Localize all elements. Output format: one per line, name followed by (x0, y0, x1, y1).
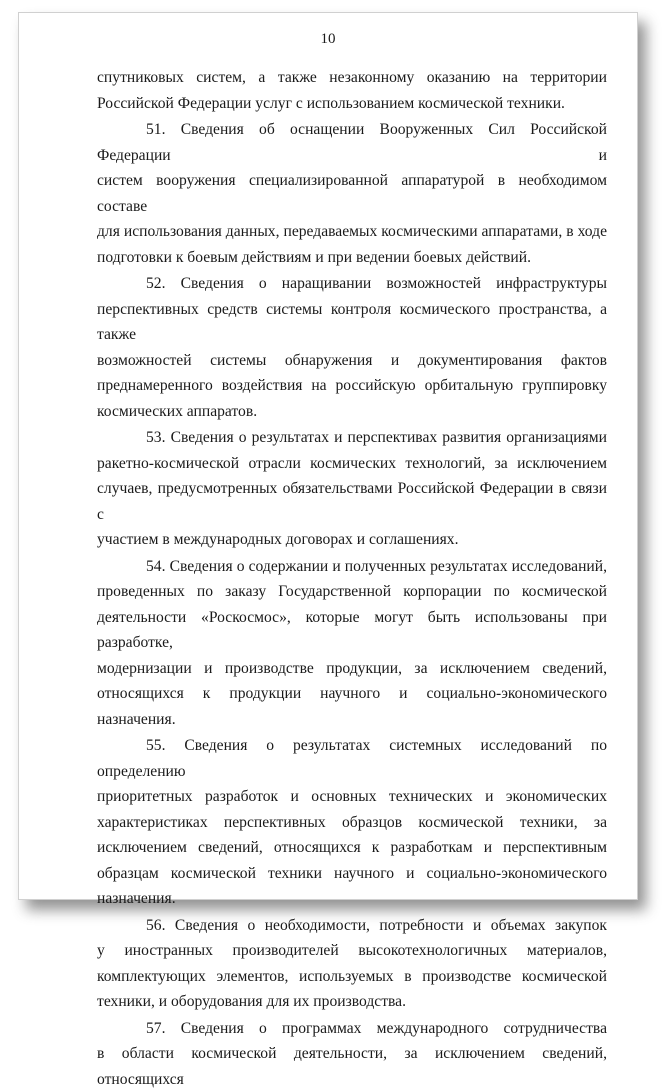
item-54-line: проведенных по заказу Государственной корпорации по космической (97, 583, 607, 600)
item-57-line: в области космической деятельности, за исключением сведений, относящихся (97, 1045, 607, 1088)
document-body (97, 65, 607, 1092)
item-54-line: модернизации и производстве продукции, за исключением сведений, (97, 659, 607, 677)
item-53-line: участием в международных договорах и соглашениях. (97, 531, 459, 548)
item-52-line: космических аппаратов. (97, 402, 258, 420)
item-51-line: для использования данных, передаваемых космическими аппаратами, в ходе (97, 223, 607, 240)
item-52-line: возможностей системы обнаружения и документирования фактов (97, 351, 607, 369)
document-page (18, 12, 638, 1088)
item-57-line: 57. Сведения о программах международного сотрудничества (146, 1019, 607, 1037)
item-51-line: систем вооружения специализированной аппаратурой в необходимом составе (97, 172, 607, 215)
item-54-line: относящихся к продукции научного и социально-экономического назначения. (97, 685, 607, 728)
item-55-line: характеристиках перспективных образцов космической техники, за (97, 813, 607, 831)
item-54-line: 54. Сведения о содержании и полученных результатах исследований, (146, 557, 607, 575)
continuation-line: спутниковых систем, а также незаконному оказанию на территории (97, 69, 607, 86)
item-55-line: 55. Сведения о результатах системных исследований по определению (97, 737, 607, 780)
item-56-line: техники, и оборудования для их производства. (97, 993, 407, 1010)
item-54-line: деятельности «Роскосмос», которые могут быть использованы при разработке, (97, 608, 607, 651)
item-52-line: 52. Сведения о наращивании возможностей инфраструктуры (146, 275, 607, 292)
item-53-line: случаев, предусмотренных обязательствами Российской Федерации в связи с (97, 480, 607, 523)
item-53-line: 53. Сведения о результатах и перспективах развития организациями (146, 429, 607, 446)
item-52-line: преднамеренного воздействия на российскую орбитальную группировку (97, 377, 607, 394)
item-56-line: комплектующих элементов, используемых в производстве космической (97, 967, 607, 985)
item-53-line: ракетно-космической отрасли космических технологий, за исключением (97, 454, 607, 472)
page-number: 10 (320, 31, 336, 47)
continuation-line: Российской Федерации услуг с использованием космической техники. (97, 94, 565, 112)
item-52-line: перспективных средств системы контроля космического пространства, а также (97, 300, 607, 343)
item-56-line: у иностранных производителей высокотехнологичных материалов, (97, 942, 607, 959)
item-56-line: 56. Сведения о необходимости, потребности и объемах закупок (146, 916, 607, 934)
item-55-line: приоритетных разработок и основных технических и экономических (97, 788, 607, 805)
item-55-line: исключением сведений, относящихся к разработкам и перспективным (97, 839, 607, 856)
item-55-line: назначения. (97, 890, 176, 907)
item-55-line: образцам космической техники научного и социально-экономического (97, 864, 607, 882)
item-51-line: подготовки к боевым действиям и при ведении боевых действий. (97, 248, 531, 266)
item-51-line: 51. Сведения об оснащении Вооруженных Сил Российской Федерации и (97, 121, 607, 164)
